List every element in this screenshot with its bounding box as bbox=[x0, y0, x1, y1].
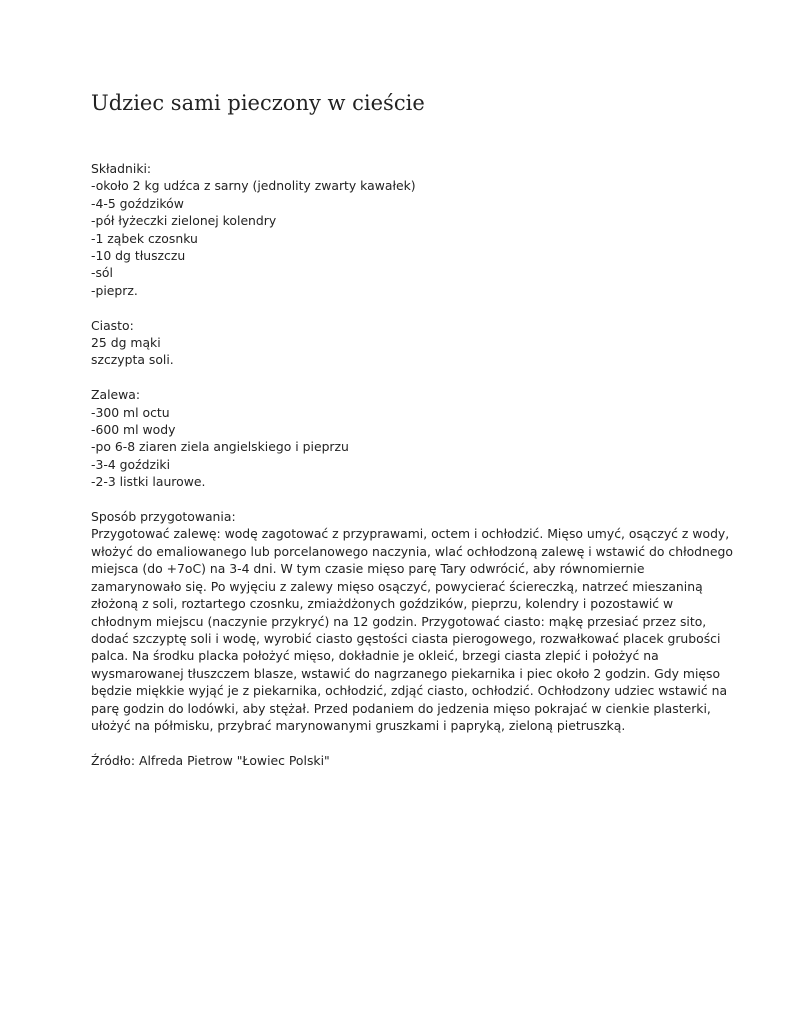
marinade-item: -300 ml octu bbox=[91, 404, 170, 420]
document-page bbox=[91, 88, 733, 787]
method-line: parę godzin do lodówki, aby stężał. Przed podaniem do jedzenia mięso pokrajać w cienkie plasterki, bbox=[91, 700, 711, 716]
method-line: dodać szczyptę soli i wodę, wyrobić ciasto gęstości ciasta pierogowego, rozwałkować placek grubości bbox=[91, 630, 721, 646]
method-line: będzie miękkie wyjąć je z piekarnika, ochłodzić, zdjąć ciasto, ochłodzić. Ochłodzony udziec wstawić na bbox=[91, 683, 728, 699]
method-line: ułożyć na półmisku, przybrać marynowanymi gruszkami i papryką, zieloną pietruszką. bbox=[91, 717, 626, 733]
dough-heading: Ciasto: bbox=[91, 317, 134, 333]
dough-item: 25 dg mąki bbox=[91, 335, 161, 351]
marinade-section bbox=[91, 386, 703, 490]
dough-item: szczypta soli. bbox=[91, 352, 174, 368]
method-section bbox=[91, 508, 733, 734]
ingredient-item: -10 dg tłuszczu bbox=[91, 248, 186, 264]
method-line: miejsca (do +7oC) na 3-4 dni. W tym czasie mięso parę Tary odwrócić, aby równomiernie bbox=[91, 561, 645, 577]
ingredients-heading: Składniki: bbox=[91, 161, 152, 176]
marinade-heading: Zalewa: bbox=[91, 387, 141, 403]
marinade-item: -po 6-8 ziaren ziela angielskiego i pieprzu bbox=[91, 439, 349, 455]
ingredient-item: -1 ząbek czosnku bbox=[91, 230, 198, 246]
method-line: złożoną z soli, roztartego czosnku, zmiażdżonych goździków, pieprzu, kolendry i pozostawić w bbox=[91, 596, 674, 612]
ingredient-item: -pieprz. bbox=[91, 282, 138, 298]
ingredients-section bbox=[91, 160, 703, 299]
page-title: Udziec sami pieczony w cieście bbox=[91, 91, 425, 115]
method-line: zamarynowało się. Po wyjęciu z zalewy mięso osączyć, powycierać ściereczką, natrzeć mieszaniną bbox=[91, 578, 703, 594]
ingredient-item: -pół łyżeczki zielonej kolendry bbox=[91, 213, 277, 229]
dough-section bbox=[91, 317, 703, 369]
marinade-item: -2-3 listki laurowe. bbox=[91, 474, 206, 490]
ingredient-item: -sól bbox=[91, 265, 113, 281]
source-text: Źródło: Alfreda Pietrow "Łowiec Polski" bbox=[91, 752, 330, 768]
method-heading: Sposób przygotowania: bbox=[91, 509, 236, 525]
source-section bbox=[91, 752, 703, 769]
marinade-item: -3-4 goździki bbox=[91, 456, 171, 472]
method-line: palca. Na środku placka położyć mięso, dokładnie je okleić, brzegi ciasta zlepić i położyć na bbox=[91, 648, 659, 664]
ingredient-item: -około 2 kg udźca z sarny (jednolity zwarty kawałek) bbox=[91, 178, 416, 194]
method-line: włożyć do emaliowanego lub porcelanowego naczynia, wlać ochłodzoną zalewę i wstawić do chłodnego bbox=[91, 543, 733, 559]
method-line: wysmarowanej tłuszczem blasze, wstawić do nagrzanego piekarnika i piec około 2 godzin. Gdy mięso bbox=[91, 665, 721, 681]
ingredient-item: -4-5 goździków bbox=[91, 195, 184, 211]
marinade-item: -600 ml wody bbox=[91, 422, 176, 438]
method-line: Przygotować zalewę: wodę zagotować z przyprawami, octem i ochłodzić. Mięso umyć, osączyć z wody, bbox=[91, 526, 730, 542]
method-line: chłodnym miejscu (naczynie przykryć) na 12 godzin. Przygotować ciasto: mąkę przesiać przez sito, bbox=[91, 613, 707, 629]
